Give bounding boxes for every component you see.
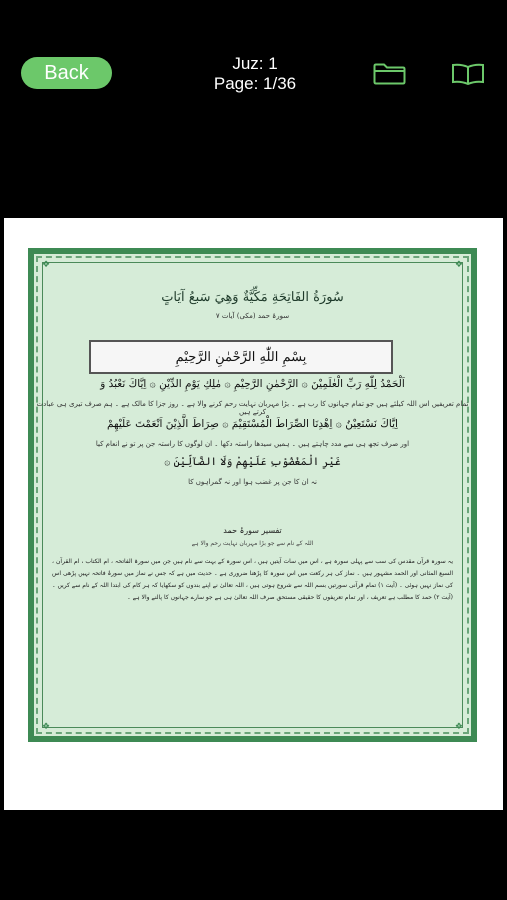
translation-line: نہ ان کا جن پر غضب ہوا اور نہ گمراہوں کا (188, 478, 317, 486)
translation-line: تمام تعریفیں اس اللہ کیلئے ہیں جو تمام جہانوں کا رب ہے ۔ بڑا مہربان نہایت رحم کرنے والا ہے ۔ روز جزا کا مالک ہے ۔ ہم صرف تیری ہی عبادت کرتے ہیں (36, 400, 469, 416)
corner-ornament: ❖ (42, 260, 51, 270)
frame-border (42, 262, 463, 728)
page-frame (28, 248, 477, 742)
top-bar (0, 0, 507, 120)
bottom-bar (0, 810, 507, 900)
juz-label: Juz: 1 (232, 54, 278, 73)
bismillah-text: بِسْمِ اللّٰهِ الرَّحْمٰنِ الرَّحِيْمِ (175, 349, 307, 365)
surah-subheading: سورۂ حمد (مکی) آیات ۷ (215, 312, 290, 320)
surah-heading: سُورَةُ الفَاتِحَةِ مَكِّيَّةٌ وَهِيَ سَبعُ آيَاتٍ (161, 290, 344, 305)
corner-ornament: ❖ (42, 722, 51, 732)
quran-page[interactable] (4, 218, 503, 810)
corner-ornament: ❖ (454, 722, 463, 732)
corner-ornament: ❖ (454, 260, 463, 270)
folder-icon[interactable] (373, 63, 406, 85)
bismillah-box (89, 340, 393, 374)
verse-line[interactable]: اِيَّاكَ نَسْتَعِيْنُ ۞ اِهْدِنَا الصِّرَاطَ الْمُسْتَقِيْمَ ۞ صِرَاطَ الَّذِيْنَ اَنْعَمْتَ عَلَيْهِمْ (107, 418, 398, 430)
tafsir-subtitle: اللہ کے نام سے جو بڑا مہربان نہایت رحم والا ہے (191, 540, 314, 547)
tafsir-paragraph: یہ سورہ قرآن مقدس کی سب سے پہلی سورہ ہے ، اس میں سات آیتیں ہیں ، اس سورہ کے بہت سے نام ہیں جن میں سورۃ الفاتحہ ، ام الکتاب ، ام القرآن ، السبع المثانی اور الحمد مشہور ہیں ۔ نماز کی ہر رکعت میں اس سورہ کا پڑھنا ضروری ہے ۔ حدیث میں ہے کہ جس نے نماز میں سورۂ فاتحہ نہیں پڑھی اس کی نماز نہیں ہوئی ۔ (آیت ۱) تمام قرآنی سورتیں بسم اللہ سے شروع ہوتی ہیں ، اللہ تعالیٰ نے اپنے بندوں کو سکھایا کہ ہر کام کی ابتدا اللہ کے نام سے کریں ۔ (آیت ۲) حمد کا مطلب ہے تعریف ، اور تمام تعریفوں کا حقیقی مستحق صرف اللہ تعالیٰ ہی ہے جو سارے جہانوں کا پالنے والا ہے ۔ (52, 558, 454, 601)
book-open-icon[interactable] (451, 63, 485, 85)
page-number-label: Page: 1/36 (213, 74, 297, 93)
tafsir-title: تفسیر سورۂ حمد (223, 526, 282, 535)
back-button[interactable]: Back (21, 57, 112, 89)
page-info (180, 54, 330, 94)
verse-line[interactable]: غَيْرِ الْمَغْضُوْبِ عَلَيْهِمْ وَلَا الضَّآلِّيْنَ ۞ (164, 456, 341, 468)
verse-line[interactable]: اَلْحَمْدُ لِلّٰهِ رَبِّ الْعٰلَمِيْنَ ۞ الرَّحْمٰنِ الرَّحِيْمِ ۞ مٰلِكِ يَوْمِ الدِّيْنِ ۞ اِيَّاكَ نَعْبُدُ وَ (100, 378, 405, 390)
translation-line: اور صرف تجھ ہی سے مدد چاہتے ہیں ۔ ہمیں سیدھا راستہ دکھا ۔ ان لوگوں کا راستہ جن پر تو نے انعام کیا (95, 440, 410, 448)
